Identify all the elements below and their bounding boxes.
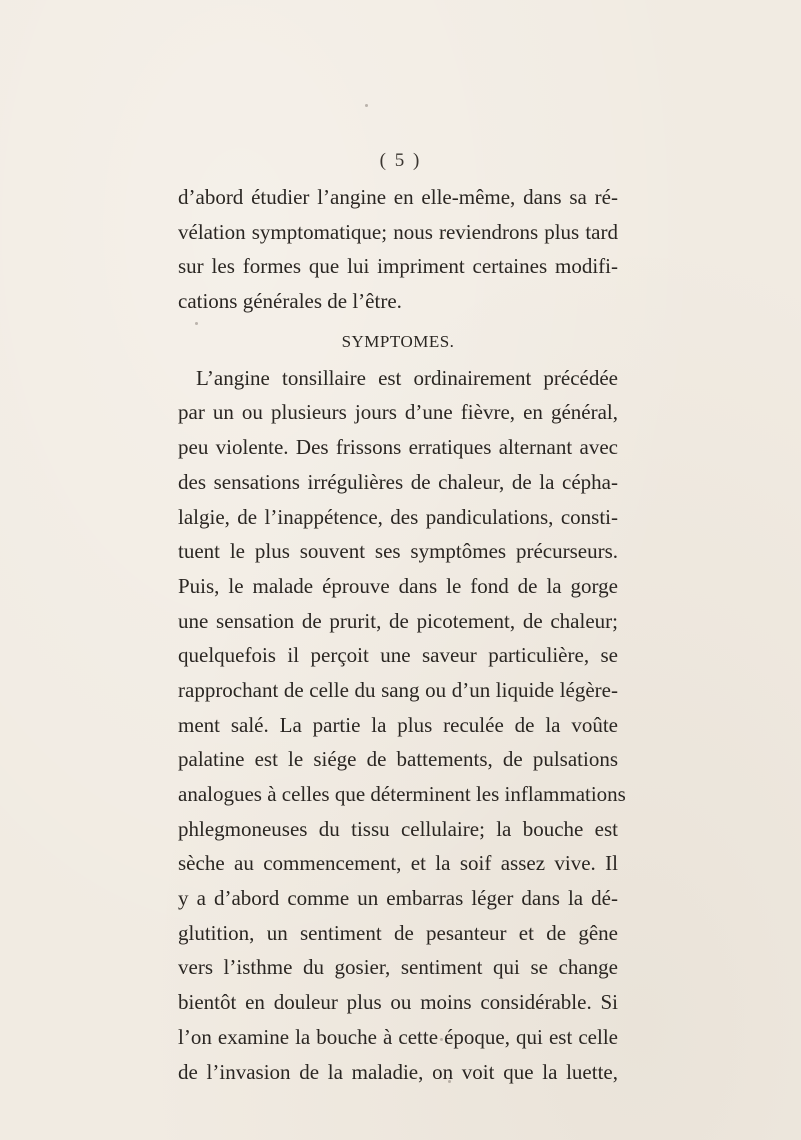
text-line: cations générales de l’être. xyxy=(178,289,402,314)
text-line: ment salé. La partie la plus reculée de la voûte xyxy=(178,712,618,737)
text-line: glutition, un sentiment de pesanteur et de gêne xyxy=(178,920,618,945)
text-line: par un ou plusieurs jours d’une fièvre, en général, xyxy=(178,400,618,425)
text-line: palatine est le siége de battements, de pulsations xyxy=(178,747,618,772)
paper-speck xyxy=(195,322,198,325)
paper-speck xyxy=(365,104,368,107)
text-line: rapprochant de celle du sang ou d’un liquide légère- xyxy=(178,677,618,702)
text-line: tuent le plus souvent ses symptômes précurseurs. xyxy=(178,539,618,564)
paper-speck xyxy=(448,1080,451,1083)
paper-speck xyxy=(440,1038,443,1041)
text-line: analogues à celles que déterminent les inflammations xyxy=(178,782,626,806)
text-line: lalgie, de l’inappétence, des pandiculations, consti- xyxy=(178,504,618,529)
text-line: vers l’isthme du gosier, sentiment qui se change xyxy=(178,955,618,980)
section-heading: SYMPTOMES. xyxy=(341,331,455,351)
text-line: des sensations irrégulières de chaleur, de la cépha- xyxy=(178,469,618,494)
text-line: phlegmoneuses du tissu cellulaire; la bouche est xyxy=(178,816,618,841)
text-line: sèche au commencement, et la soif assez vive. Il xyxy=(178,851,618,876)
paragraph-symptoms xyxy=(178,361,626,1089)
text-line: bientôt en douleur plus ou moins considérable. Si xyxy=(178,990,618,1015)
text-line: sur les formes que lui impriment certaines modifi- xyxy=(178,254,618,279)
text-line: y a d’abord comme un embarras léger dans la dé- xyxy=(178,886,618,911)
text-line: une sensation de prurit, de picotement, de chaleur; xyxy=(178,608,618,633)
text-line: Puis, le malade éprouve dans le fond de la gorge xyxy=(178,573,618,598)
page-body xyxy=(178,180,626,1089)
paragraph-intro xyxy=(178,180,618,319)
text-line: de l’invasion de la maladie, on voit que la luette, xyxy=(178,1059,618,1084)
text-line: L’angine tonsillaire est ordinairement précédée xyxy=(196,365,618,390)
text-line: d’abord étudier l’angine en elle-même, dans sa ré- xyxy=(178,185,618,209)
text-line: vélation symptomatique; nous reviendrons plus tard xyxy=(178,219,618,244)
text-line: l’on examine la bouche à cette époque, qui est celle xyxy=(178,1024,618,1049)
page-number: ( 5 ) xyxy=(379,150,422,171)
text-line: quelquefois il perçoit une saveur particulière, se xyxy=(178,643,618,668)
text-line: peu violente. Des frissons erratiques alternant avec xyxy=(178,435,618,460)
